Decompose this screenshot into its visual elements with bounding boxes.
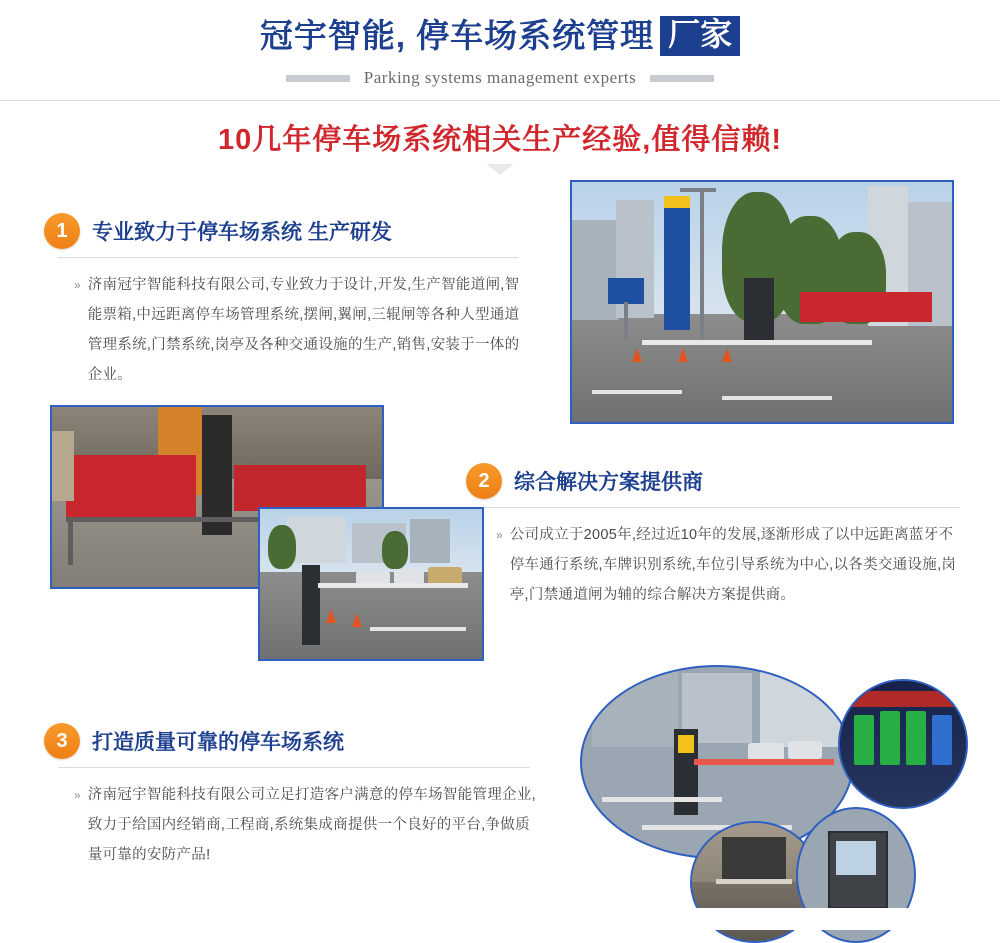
subtitle-english: Parking systems management experts: [363, 68, 637, 88]
building: [592, 667, 678, 747]
title-badge: 厂家: [660, 16, 740, 56]
header-title-row: [0, 16, 1000, 56]
section-3: [0, 675, 1000, 935]
header-subtitle-row: [0, 68, 1000, 88]
road-marking: [602, 797, 722, 802]
guidance-screen-blue: [932, 715, 952, 765]
barrier-arm: [642, 340, 872, 345]
bullet-icon: »: [74, 278, 81, 293]
list-item: [496, 520, 966, 610]
barrier-arm: [694, 759, 834, 765]
red-banner: [234, 465, 366, 511]
footer-spacer: [0, 908, 1000, 930]
machine-display: [678, 735, 694, 753]
section-1-number: 1: [44, 213, 80, 249]
ticket-machine: [302, 565, 320, 645]
parking-guidance-screens-photo: [838, 679, 968, 809]
section-2-text: 公司成立于2005年,经过近10年的发展,逐渐形成了以中远距离蓝牙不停车通行系统,车牌识别系统,车位引导系统为中心,以各类交通设施,岗亭,门禁通道闸为辅的综合解决方案提供商。: [509, 527, 957, 604]
building: [410, 519, 450, 563]
header-slogan: 10几年停车场系统相关生产经验,值得信赖!: [218, 124, 782, 157]
traffic-cone: [326, 609, 336, 623]
parking-lot-barrier-photo: [258, 507, 484, 661]
page-header: [0, 0, 1000, 175]
barrier-arm: [318, 583, 468, 588]
section-2-title: 综合解决方案提供商: [514, 471, 703, 495]
bullet-icon: »: [74, 788, 81, 803]
section-1: [0, 175, 1000, 425]
guidance-screen-green: [906, 711, 926, 765]
guidance-screen-green: [880, 711, 900, 765]
road-marking: [722, 396, 832, 400]
top-red-panel: [850, 691, 956, 707]
section-3-text: 济南冠宇智能科技有限公司立足打造客户满意的停车场智能管理企业,致力于给国内经销商,工程商,系统集成商提供一个良好的平台,争做质量可靠的安防产品!: [87, 787, 537, 864]
section-2-body: [466, 520, 966, 610]
tree: [382, 531, 408, 569]
section-3-title: 打造质量可靠的停车场系统: [92, 731, 344, 755]
right-rule: [650, 75, 714, 82]
parking-entrance-gate-photo: [570, 180, 954, 424]
list-item: [74, 780, 544, 870]
traffic-cone: [722, 348, 732, 362]
section-3-body: [44, 780, 544, 870]
section-1-heading: [44, 213, 524, 249]
parked-car: [788, 741, 822, 759]
guidance-screen-green: [854, 715, 874, 765]
street-light-arm: [680, 188, 716, 192]
section-2-underline: [480, 507, 960, 508]
bullet-icon: »: [496, 528, 503, 543]
building: [760, 669, 840, 747]
advertising-column: [664, 204, 690, 330]
section-3-heading: [44, 723, 544, 759]
stand-leg: [68, 521, 73, 565]
section-1-text: 济南冠宇智能科技有限公司,专业致力于设计,开发,生产智能道闸,智能票箱,中远距离停车场管理系统,摆闸,翼闸,三辊闸等各种人型通道管理系统,门禁系统,岗亭及各种交通设施的生产,销售,安装于一体的企业。: [87, 277, 520, 384]
section-2-number: 2: [466, 463, 502, 499]
page-title: 冠宇智能, 停车场系统管理: [259, 17, 655, 55]
stacked-material: [52, 431, 74, 501]
section-3-underline: [58, 767, 530, 768]
traffic-cone: [632, 348, 642, 362]
slogan-caret-icon: [486, 164, 514, 175]
building: [572, 220, 618, 320]
section-2: [0, 425, 1000, 675]
section-2-heading: [466, 463, 966, 499]
left-rule: [286, 75, 350, 82]
red-banner: [800, 292, 932, 322]
direction-sign: [608, 278, 644, 304]
list-item: [74, 270, 524, 390]
sign-pole: [624, 302, 628, 340]
booth-window: [836, 841, 876, 875]
barrier-arm: [716, 879, 792, 884]
section-1-title: 专业致力于停车场系统 生产研发: [92, 221, 392, 245]
header-divider: [0, 100, 1000, 101]
red-banner: [66, 455, 196, 517]
traffic-cone: [678, 348, 688, 362]
road-marking: [592, 390, 682, 394]
section-1-underline: [58, 257, 518, 258]
guard-booth: [744, 278, 774, 344]
traffic-cone: [352, 613, 362, 627]
tree: [268, 525, 296, 569]
road-marking: [370, 627, 466, 631]
tunnel-opening: [722, 837, 786, 881]
street-light-pole: [700, 188, 704, 338]
column-top-sign: [664, 196, 690, 208]
section-3-number: 3: [44, 723, 80, 759]
section-1-body: [44, 270, 524, 390]
